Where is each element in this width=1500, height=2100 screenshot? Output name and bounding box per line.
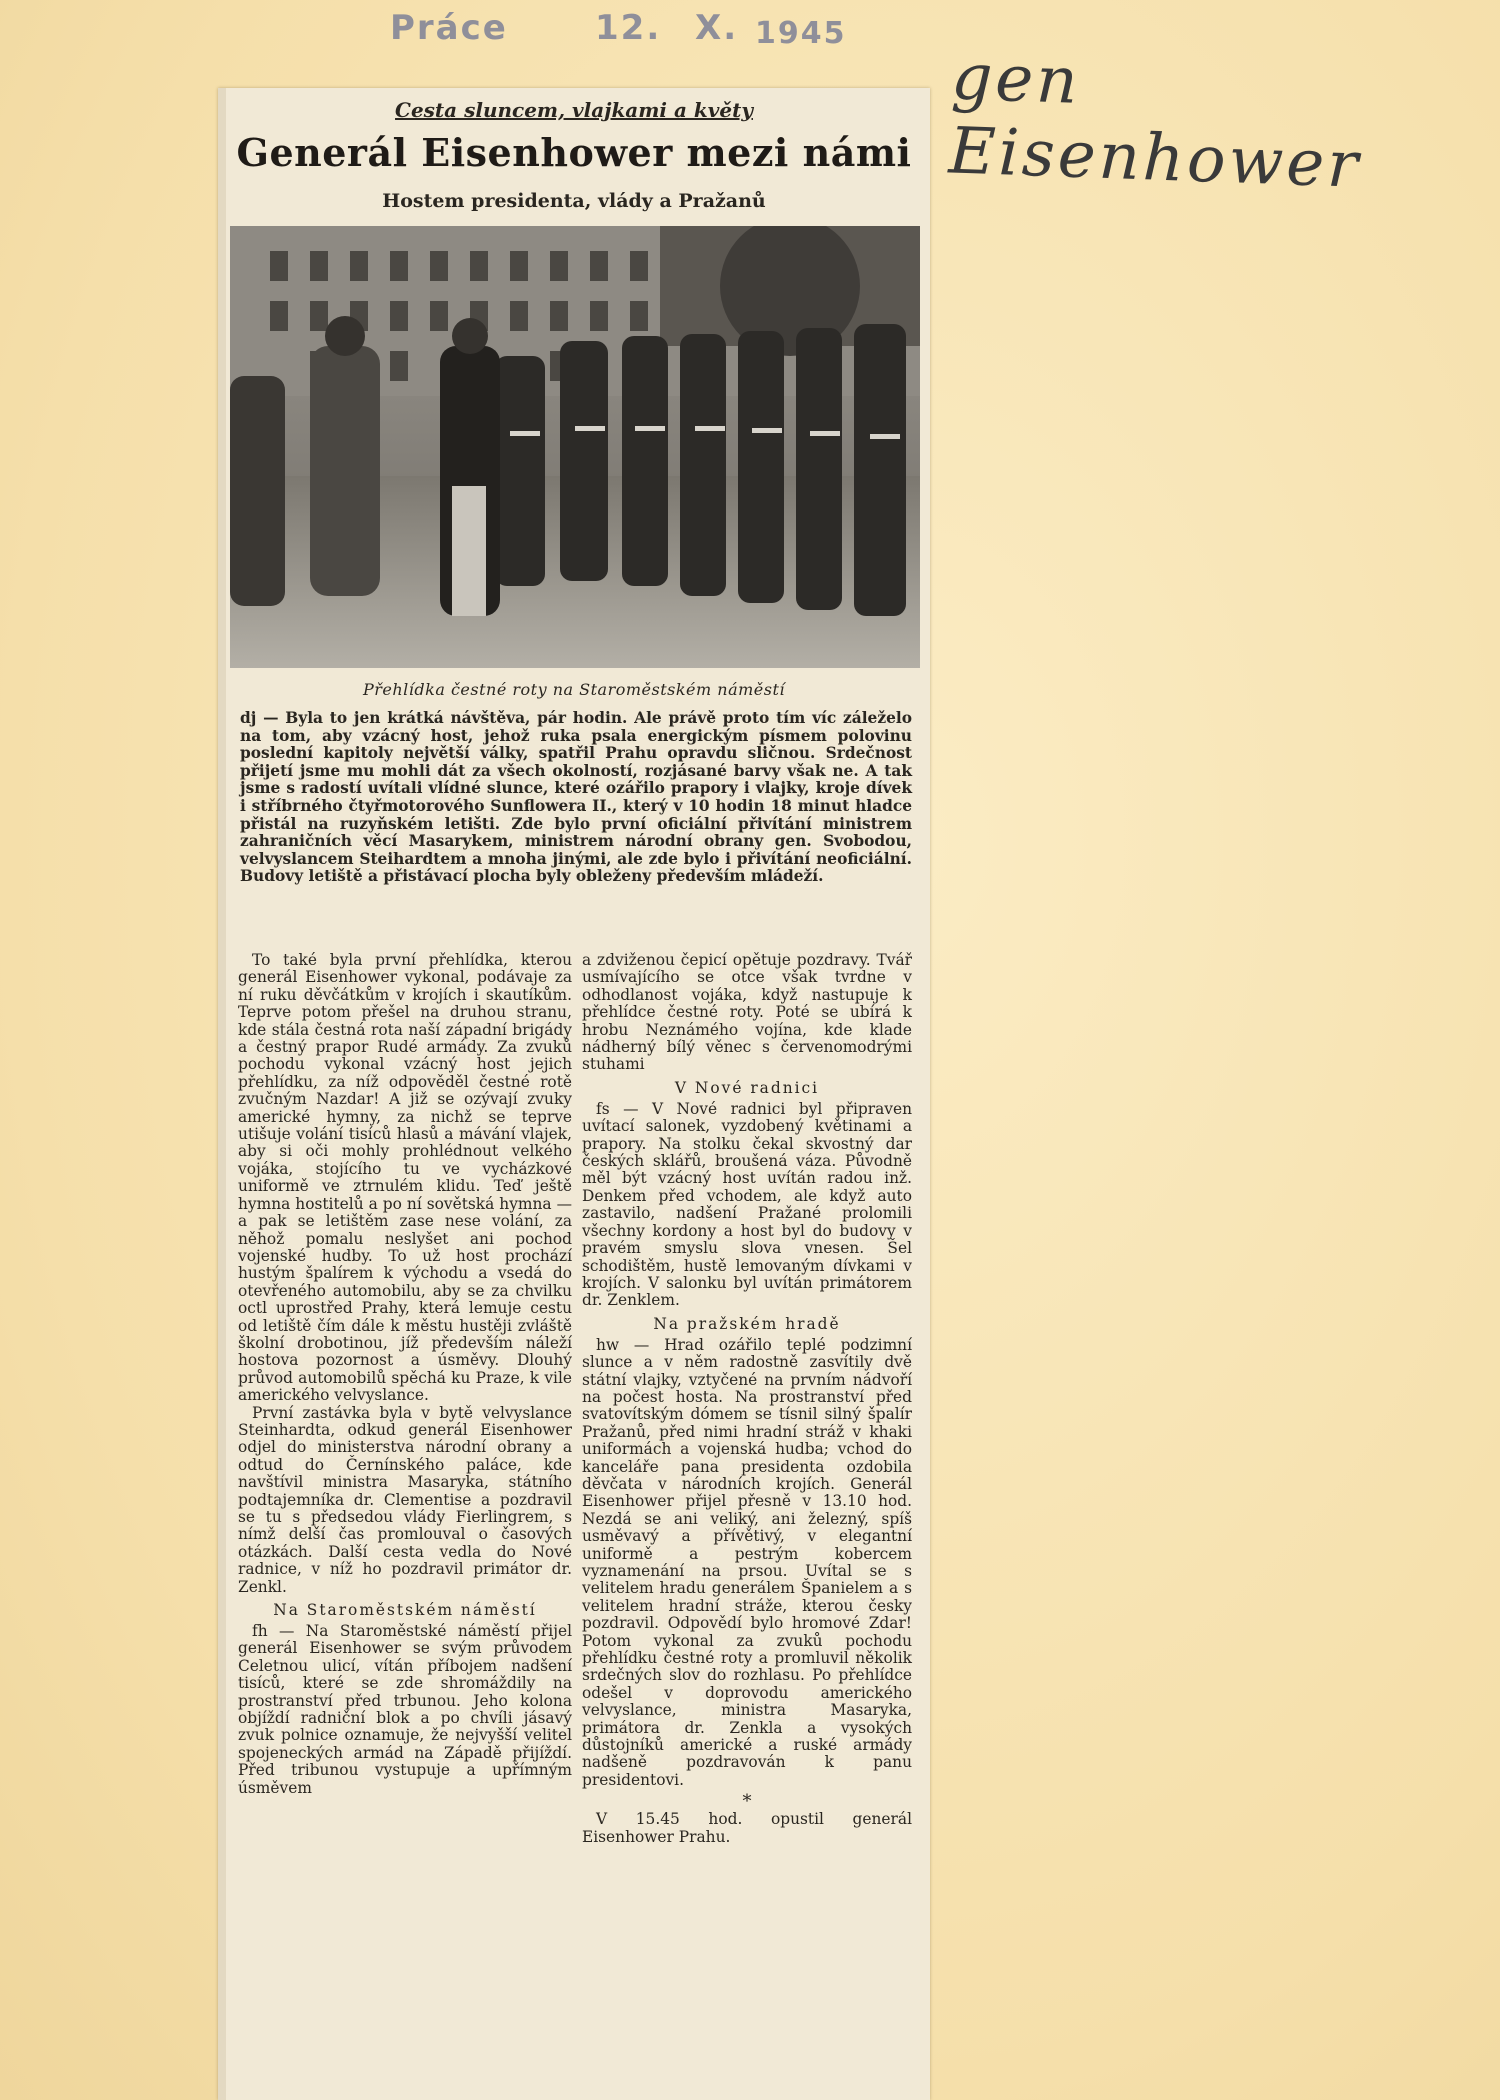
right-column (582, 952, 912, 1846)
clipping-edge (218, 88, 226, 2100)
paragraph: fh — Na Staroměstské náměstí přijel generál Eisenhower se svým průvodem Celetnou ulicí, vítán příbojem nadšení tisíců, které se zde shromáždily na prostranství před trbunou. Jeho kolona objíždí radniční blok a po chvíli jásavý zvuk polnice oznamuje, že nejvyšší velitel spojeneckých armád na Západě přijíždí. Před tribunou vystupuje a upřímným úsměvem (238, 1622, 572, 1797)
article-photo (230, 226, 920, 668)
section-subheading: Na pražském hradě (653, 1314, 841, 1333)
photo-caption: Přehlídka čestné roty na Staroměstském náměstí (362, 680, 786, 699)
section-subheading: V Nové radnici (674, 1078, 820, 1097)
stamp-source: Práce (390, 8, 508, 48)
paragraph: hw — Hrad ozářilo teplé podzimní slunce a v něm radostně zasvítily dvě státní vlajky, vztyčené na prvním nádvoří na počest hosta. Na prostranství před svatovítským dómem se tísnil silný špalír Pražanů, před nimi hradní stráž v khaki uniformách a vojenská hudba; vchod do kanceláře pana presidenta ozdobila děvčata v národních krojích. Generál Eisenhower přijel přesně v 13.10 hod. Nezdá se ani veliký, ani železný, spíš usměvavý a přívětivý, v elegantní uniformě a pestrým kobercem vyznamenání na prsou. Uvítal se s velitelem hradu generálem Španielem a s velitelem hradní stráže, kterou česky pozdravil. Odpovědí bylo hromové Zdar! Potom vykonal za zvuků pochodu přehlídku čestné roty a promluvil několik srdečných slov do rozhlasu. Po přehlídce odešel v doprovodu amerického velvyslance, ministra Masaryka, primátora dr. Zenkla a vysokých důstojníků americké a ruské armády nadšeně pozdravován k panu presidentovi. (582, 1335, 912, 1789)
article-subheadline: Hostem presidenta, vlády a Pražanů (382, 190, 766, 212)
newspaper-clipping (218, 88, 930, 2100)
handwritten-note: gen Eisenhower (947, 40, 1363, 203)
article-headline: Generál Eisenhower mezi námi (236, 130, 912, 175)
paragraph: To také byla první přehlídka, kterou generál Eisenhower vykonal, podávaje za ní ruku děvčátkům v krojích i skautíkům. Teprve potom přešel na druhou stranu, kde stála čestná rota naší západní brigády a čestný prapor Rudé armády. Za zvuků pochodu vykonal vzácný host jejich přehlídku, za níž odpověděl čestné rotě zvučným Nazdar! A již se ozývají zvuky americké hymny, za nichž se teprve utišuje volání tisíců hlasů a mávání vlajek, aby si oči mohly prohlédnout velkého vojáka, stojícího tu ve vycházkové uniformě ve ztrnulém klidu. Teď ještě hymna hostitelů a po ní sovětská hymna — a pak se letištěm zase nese volání, za něhož pomalu neslyšet ani pochod vojenské hudby. To už host prochází hustým špalírem k východu a vsedá do otevřeného automobilu, aby se za chvilku octl uprostřed Prahy, která lemuje cestu od letiště čím dále k městu hustěji zvláště školní drobotinou, jíž především náleží hostova pozornost a úsměvy. Dlouhý průvod automobilů spěchá ku Praze, k vile amerického velvyslance. (238, 951, 572, 1405)
left-column (238, 952, 572, 1797)
article-kicker: Cesta sluncem, vlajkami a květy (395, 98, 753, 122)
paragraph: a zdviženou čepicí opětuje pozdravy. Tvář usmívajícího se otce však tvrdne v odhodlanost vojáka, když nastupuje k přehlídce čestné roty. Poté se ubírá k hrobu Neznámého vojína, kde klade nádherný bílý věnec s červenomodrými stuhami (582, 951, 912, 1074)
stamp-day: 12. (595, 8, 662, 48)
stamp-year: 1945 (755, 16, 847, 51)
paragraph: fs — V Nové radnici byl připraven uvítací salonek, vyzdobený květinami a prapory. Na stolku čekal skvostný dar českých sklářů, broušená váza. Původně měl být vzácný host uvítán radou inž. Denkem před vchodem, ale když auto zastavilo, nadšení Pražané prolomili všechny kordony a host byl do budovy v pravém smyslu slova vnesen. Šel schodištěm, hustě lemovaným dívkami v krojích. V salonku byl uvítán primátorem dr. Zenklem. (582, 1099, 912, 1310)
paragraph: První zastávka byla v bytě velvyslance Steinhardta, odkud generál Eisenhower odjel do ministerstva národní obrany a odtud do Černínského paláce, kde navštívil ministra Masaryka, státního podtajemníka dr. Clementise a pozdravil se tu s předsedou vlády Fierlingrem, s nímž delší čas promlouval o časových otázkách. Další cesta vedla do Nové radnice, v níž ho pozdravil primátor dr. Zenkl. (238, 1403, 572, 1596)
paragraph: V 15.45 hod. opustil generál Eisenhower Prahu. (582, 1810, 912, 1846)
article-lead: dj — Byla to jen krátká návštěva, pár hodin. Ale právě proto tím víc záleželo na tom, aby vzácný host, jehož ruka psala energickým písmem polovinu poslední kapitoly největší války, spatřil Prahu opravdu sličnou. Srdečnost přijetí jsme mu mohli dát za všech okolností, rozjásané barvy však ne. A tak jsme s radostí uvítali vlídné slunce, které ozářilo prapory i vlajky, kroje dívek i stříbrného čtyřmotorového Sunflowera II., který v 10 hodin 18 minut hladce přistál na ruzyňském letišti. Zde bylo první oficiální přivítání ministrem zahraničních věcí Masarykem, ministrem národní obrany gen. Svobodou, velvyslancem Steihardtem a mnoha jinými, ale zde bylo i přivítání neoficiální. Budovy letiště a přistávací plocha byly obleženy především mládeží. (240, 709, 912, 886)
section-subheading: Na Staroměstském náměstí (273, 1601, 537, 1620)
stamp-month: X. (695, 8, 739, 48)
separator-asterisk: * (742, 1791, 752, 1813)
